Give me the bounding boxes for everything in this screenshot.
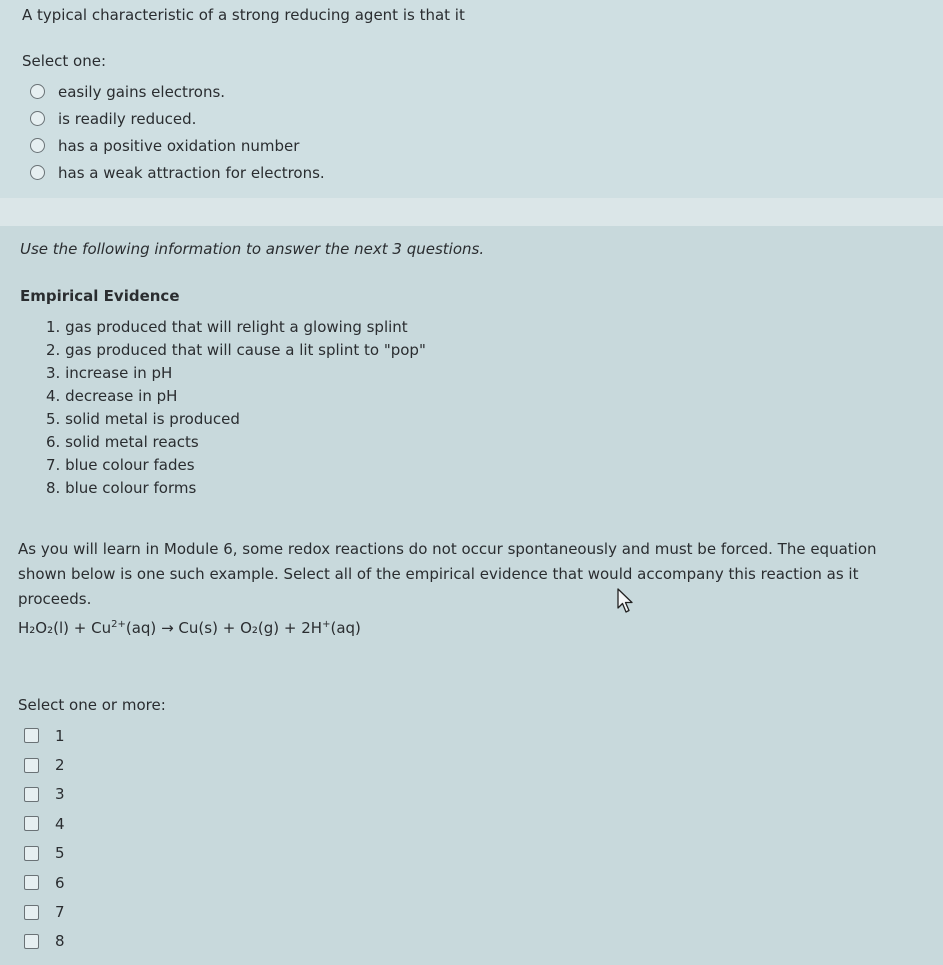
- eq-cu-ion: Cu: [91, 619, 112, 637]
- question-2-panel: [0, 226, 943, 965]
- eq-plus: +: [222, 619, 236, 637]
- eq-h-charge: +: [322, 619, 331, 630]
- select-one-or-more-label: Select one or more:: [18, 696, 166, 714]
- radio-option-c[interactable]: [30, 132, 325, 159]
- checkbox-label-6: 6: [55, 873, 65, 892]
- radio-label-b: is readily reduced.: [58, 109, 197, 128]
- checkbox-2[interactable]: [24, 758, 39, 773]
- radio-button-a[interactable]: [30, 84, 45, 99]
- radio-label-c: has a positive oxidation number: [58, 136, 300, 155]
- checkbox-5[interactable]: [24, 846, 39, 861]
- radio-options: [30, 78, 325, 186]
- evidence-item: 4. decrease in pH: [46, 387, 178, 405]
- checkbox-option-1[interactable]: [24, 721, 65, 750]
- radio-option-d[interactable]: [30, 159, 325, 186]
- eq-cu-state: (aq): [125, 619, 157, 637]
- eq-h-ion: 2H: [301, 619, 323, 637]
- checkbox-option-3[interactable]: [24, 780, 65, 809]
- checkbox-option-6[interactable]: [24, 868, 65, 897]
- eq-cu-charge: 2+: [111, 619, 126, 630]
- question-1-panel: [0, 0, 943, 198]
- checkbox-7[interactable]: [24, 905, 39, 920]
- question-1-text: A typical characteristic of a strong reducing agent is that it: [22, 6, 465, 24]
- chemical-equation: [18, 619, 361, 637]
- checkbox-label-5: 5: [55, 844, 65, 863]
- evidence-item: 5. solid metal is produced: [46, 410, 240, 428]
- radio-option-a[interactable]: [30, 78, 325, 105]
- checkbox-option-7[interactable]: [24, 897, 65, 926]
- evidence-item: 2. gas produced that will cause a lit splint to "pop": [46, 341, 426, 359]
- checkbox-label-1: 1: [55, 726, 65, 745]
- eq-arrow: →: [161, 619, 174, 637]
- eq-plus: +: [283, 619, 297, 637]
- evidence-item: 8. blue colour forms: [46, 479, 197, 497]
- select-one-label: Select one:: [22, 52, 107, 70]
- evidence-list: [46, 316, 426, 500]
- eq-h-state: (aq): [330, 619, 361, 637]
- checkbox-1[interactable]: [24, 728, 39, 743]
- radio-option-b[interactable]: [30, 105, 325, 132]
- checkbox-label-2: 2: [55, 756, 65, 775]
- evidence-title: Empirical Evidence: [20, 287, 180, 305]
- checkbox-option-4[interactable]: [24, 809, 65, 838]
- evidence-item: 1. gas produced that will relight a glowing splint: [46, 318, 408, 336]
- checkbox-options: [24, 721, 65, 956]
- radio-button-c[interactable]: [30, 138, 45, 153]
- checkbox-label-3: 3: [55, 785, 65, 804]
- checkbox-option-8[interactable]: [24, 927, 65, 956]
- radio-label-d: has a weak attraction for electrons.: [58, 163, 325, 182]
- checkbox-option-2[interactable]: [24, 750, 65, 779]
- radio-button-b[interactable]: [30, 111, 45, 126]
- radio-label-a: easily gains electrons.: [58, 82, 226, 101]
- eq-plus: +: [73, 619, 87, 637]
- question-divider: [0, 198, 943, 226]
- eq-h2o2: H₂O₂(l): [18, 619, 69, 637]
- checkbox-6[interactable]: [24, 875, 39, 890]
- evidence-item: 7. blue colour fades: [46, 456, 195, 474]
- evidence-item: 6. solid metal reacts: [46, 433, 199, 451]
- checkbox-4[interactable]: [24, 816, 39, 831]
- checkbox-option-5[interactable]: [24, 839, 65, 868]
- mouse-pointer-icon: [617, 588, 635, 618]
- checkbox-label-4: 4: [55, 814, 65, 833]
- evidence-item: 3. increase in pH: [46, 364, 173, 382]
- checkbox-label-7: 7: [55, 903, 65, 922]
- radio-button-d[interactable]: [30, 165, 45, 180]
- checkbox-3[interactable]: [24, 787, 39, 802]
- info-text: Use the following information to answer the next 3 questions.: [20, 240, 485, 258]
- checkbox-8[interactable]: [24, 934, 39, 949]
- eq-cu-solid: Cu(s): [178, 619, 218, 637]
- checkbox-label-8: 8: [55, 932, 65, 951]
- eq-o2: O₂(g): [240, 619, 280, 637]
- question-2-paragraph: As you will learn in Module 6, some redox reactions do not occur spontaneously and must be forced. The equation shown below is one such example. Select all of the empirical evidence that would accompany this reaction as it proceeds.: [18, 540, 877, 608]
